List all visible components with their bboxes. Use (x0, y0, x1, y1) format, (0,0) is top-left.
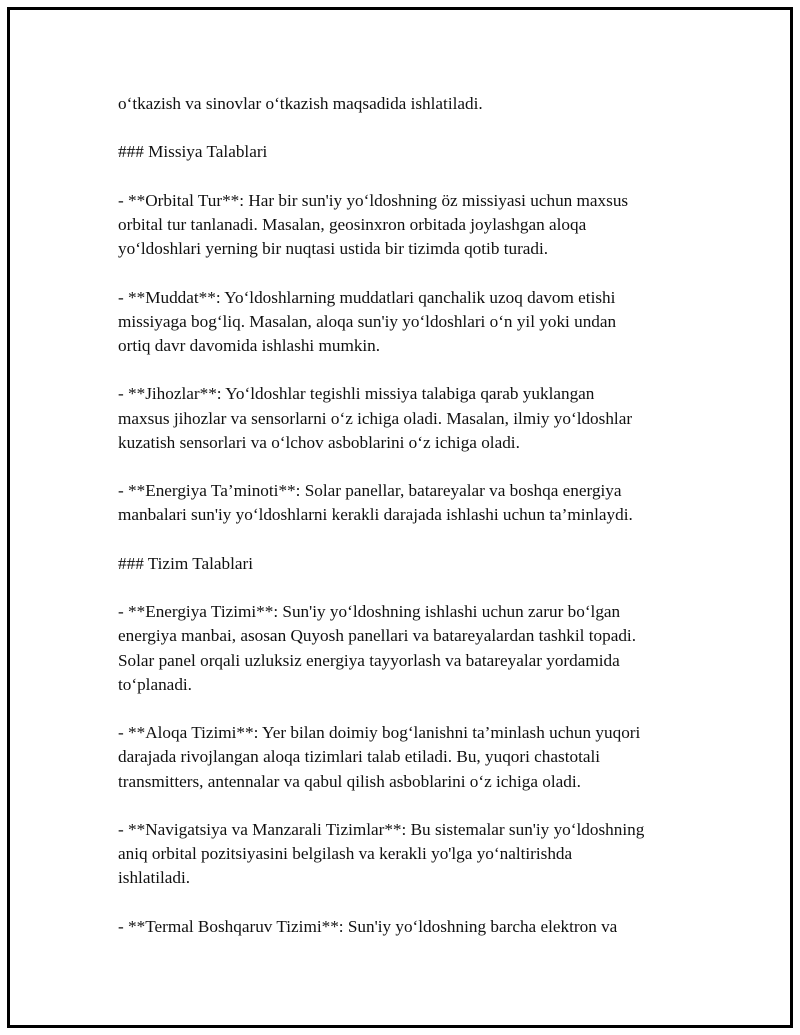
text-line: energiya manbai, asosan Quyosh panellari va batareyalardan tashkil topadi. (118, 626, 636, 646)
list-item-jihozlar (118, 382, 718, 455)
paragraph-gap (118, 455, 718, 479)
text-line: - **Termal Boshqaruv Tizimi**: Sun'iy yo‘ldoshning barcha elektron va (118, 916, 618, 936)
text-line: orbital tur tanlanadi. Masalan, geosinxron orbitada joylashgan aloqa (118, 214, 587, 234)
text-line: ### Missiya Talablari (118, 142, 268, 162)
text-line: missiyaga bog‘liq. Masalan, aloqa sun'iy yo‘ldoshlari o‘n yil yoki undan (118, 311, 617, 331)
paragraph-intro-continuation (118, 92, 718, 116)
text-line: yo‘ldoshlari yerning bir nuqtasi ustida bir tizimda qotib turadi. (118, 239, 549, 259)
text-line: transmitters, antennalar va qabul qilish asboblarini o‘z ichiga oladi. (118, 771, 581, 791)
text-line: - **Muddat**: Yo‘ldoshlarning muddatlari qanchalik uzoq davom etishi (118, 287, 616, 307)
paragraph-gap (118, 528, 718, 552)
text-line: - **Orbital Tur**: Har bir sun'iy yo‘ldoshning öz missiyasi uchun maxsus (118, 190, 629, 210)
paragraph-gap (118, 116, 718, 140)
paragraph-gap (118, 576, 718, 600)
text-line: darajada rivojlangan aloqa tizimlari talab etiladi. Bu, yuqori chastotali (118, 747, 601, 767)
list-item-energiya-tizimi (118, 600, 718, 697)
text-line: manbalari sun'iy yo‘ldoshlarni kerakli darajada ishlashi uchun ta’minlaydi. (118, 505, 633, 525)
text-line: kuzatish sensorlari va o‘lchov asboblarini o‘z ichiga oladi. (118, 432, 520, 452)
paragraph-gap (118, 358, 718, 382)
text-line: - **Jihozlar**: Yo‘ldoshlar tegishli missiya talabiga qarab yuklangan (118, 384, 595, 404)
list-item-orbital-tur (118, 189, 718, 262)
document-body (118, 92, 718, 939)
text-line: Solar panel orqali uzluksiz energiya tayyorlash va batareyalar yordamida (118, 650, 620, 670)
paragraph-gap (118, 794, 718, 818)
list-item-navigatsiya (118, 818, 718, 891)
text-line: ortiq davr davomida ishlashi mumkin. (118, 335, 381, 355)
paragraph-gap (118, 261, 718, 285)
list-item-termal-boshqaruv (118, 915, 718, 939)
list-item-aloqa-tizimi (118, 721, 718, 794)
paragraph-gap (118, 891, 718, 915)
text-line: to‘planadi. (118, 674, 192, 694)
text-line: ishlatiladi. (118, 868, 191, 888)
text-line: aniq orbital pozitsiyasini belgilash va kerakli yo'lga yo‘naltirishda (118, 844, 573, 864)
text-line: maxsus jihozlar va sensorlarni o‘z ichiga oladi. Masalan, ilmiy yo‘ldoshlar (118, 408, 633, 428)
text-line: - **Energiya Ta’minoti**: Solar panellar, batareyalar va boshqa energiya (118, 481, 622, 501)
section-heading-missiya-talablari (118, 140, 718, 164)
paragraph-gap (118, 165, 718, 189)
section-heading-tizim-talablari (118, 552, 718, 576)
text-line: - **Energiya Tizimi**: Sun'iy yo‘ldoshning ishlashi uchun zarur bo‘lgan (118, 602, 621, 622)
list-item-energiya-taminoti (118, 479, 718, 527)
list-item-muddat (118, 286, 718, 359)
text-line: - **Navigatsiya va Manzarali Tizimlar**: Bu sistemalar sun'iy yo‘ldoshning (118, 819, 645, 839)
text-line: - **Aloqa Tizimi**: Yer bilan doimiy bog‘lanishni ta’minlash uchun yuqori (118, 723, 641, 743)
text-line: ### Tizim Talablari (118, 553, 254, 573)
text-line: o‘tkazish va sinovlar o‘tkazish maqsadida ishlatiladi. (118, 94, 483, 113)
paragraph-gap (118, 697, 718, 721)
